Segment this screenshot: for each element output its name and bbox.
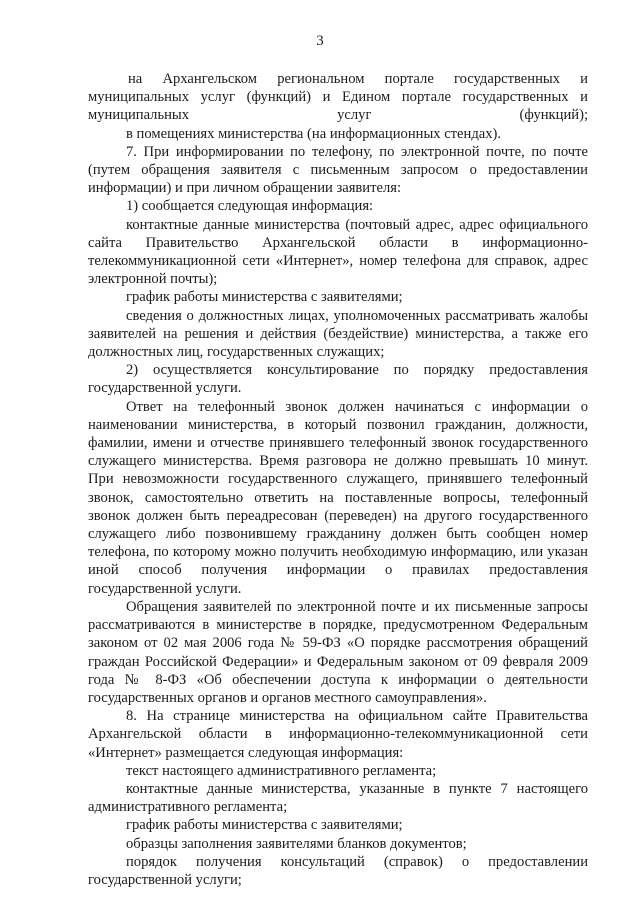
paragraph: контактные данные министерства (почтовый адрес, адрес официального сайта Правительство Архангельской области в информационно-телекоммуникационной сети «Интернет», номер телефона для справок, адрес электронной почты);	[88, 216, 588, 288]
document-body	[88, 70, 588, 889]
paragraph: Обращения заявителей по электронной почте и их письменные запросы рассматриваются в министерстве в порядке, предусмотренном Федеральным законом от 02 мая 2006 года № 59-ФЗ «О порядке рассмотрения обращений граждан Российской Федерации» и Федеральным законом от 09 февраля 2009 года № 8-ФЗ «Об обеспечении доступа к информации о деятельности государственных органов и органов местного самоуправления».	[88, 598, 588, 706]
paragraph: контактные данные министерства, указанные в пункте 7 настоящего административного регламента;	[88, 780, 588, 816]
paragraph: образцы заполнения заявителями бланков документов;	[126, 835, 467, 852]
page-number: 3	[316, 33, 324, 49]
paragraph: на Архангельском региональном портале государственных и муниципальных услуг (функций) и Едином портале государственных и муниципальных услуг (функций);	[88, 71, 588, 124]
paragraph: 7. При информировании по телефону, по электронной почте, по почте (путем обращения заявителя с письменным запросом о предоставлении информации) и при личном обращении заявителя:	[88, 143, 588, 197]
paragraph: 8. На странице министерства на официальном сайте Правительства Архангельской области в информационно-телекоммуникационной сети «Интернет» размещается следующая информация:	[88, 708, 588, 761]
paragraph: порядок получения консультаций (справок) о предоставлении государственной услуги;	[88, 853, 588, 888]
paragraph: Ответ на телефонный звонок должен начинаться с информации о наименовании министерства, в который позвонил гражданин, должности, фамилии, имени и отчестве принявшего телефонный звонок государственного служащего министерства. Время разговора не должно превышать 10 минут. При невозможности государственного служащего, принявшего телефонный звонок, самостоятельно ответить на поставленные вопросы, телефонный звонок должен быть переадресован (переведен) на другого государственного служащего либо позвонившему гражданину должен быть сообщен номер телефона, по которому можно получить необходимую информацию, или указан иной способ получения информации о правилах предоставления государственной услуги.	[88, 398, 588, 597]
paragraph: график работы министерства с заявителями;	[126, 289, 403, 306]
paragraph: график работы министерства с заявителями;	[126, 817, 403, 834]
paragraph: сведения о должностных лицах, уполномоченных рассматривать жалобы заявителей на решения и действия (бездействие) министерства, а также его должностных лиц, государственных служащих;	[88, 307, 588, 361]
paragraph: в помещениях министерства (на информационных стендах).	[126, 125, 502, 142]
paragraph: 1) сообщается следующая информация:	[126, 198, 374, 215]
paragraph: текст настоящего административного регламента;	[126, 762, 437, 779]
paragraph: 2) осуществляется консультирование по порядку предоставления государственной услуги.	[88, 362, 588, 397]
